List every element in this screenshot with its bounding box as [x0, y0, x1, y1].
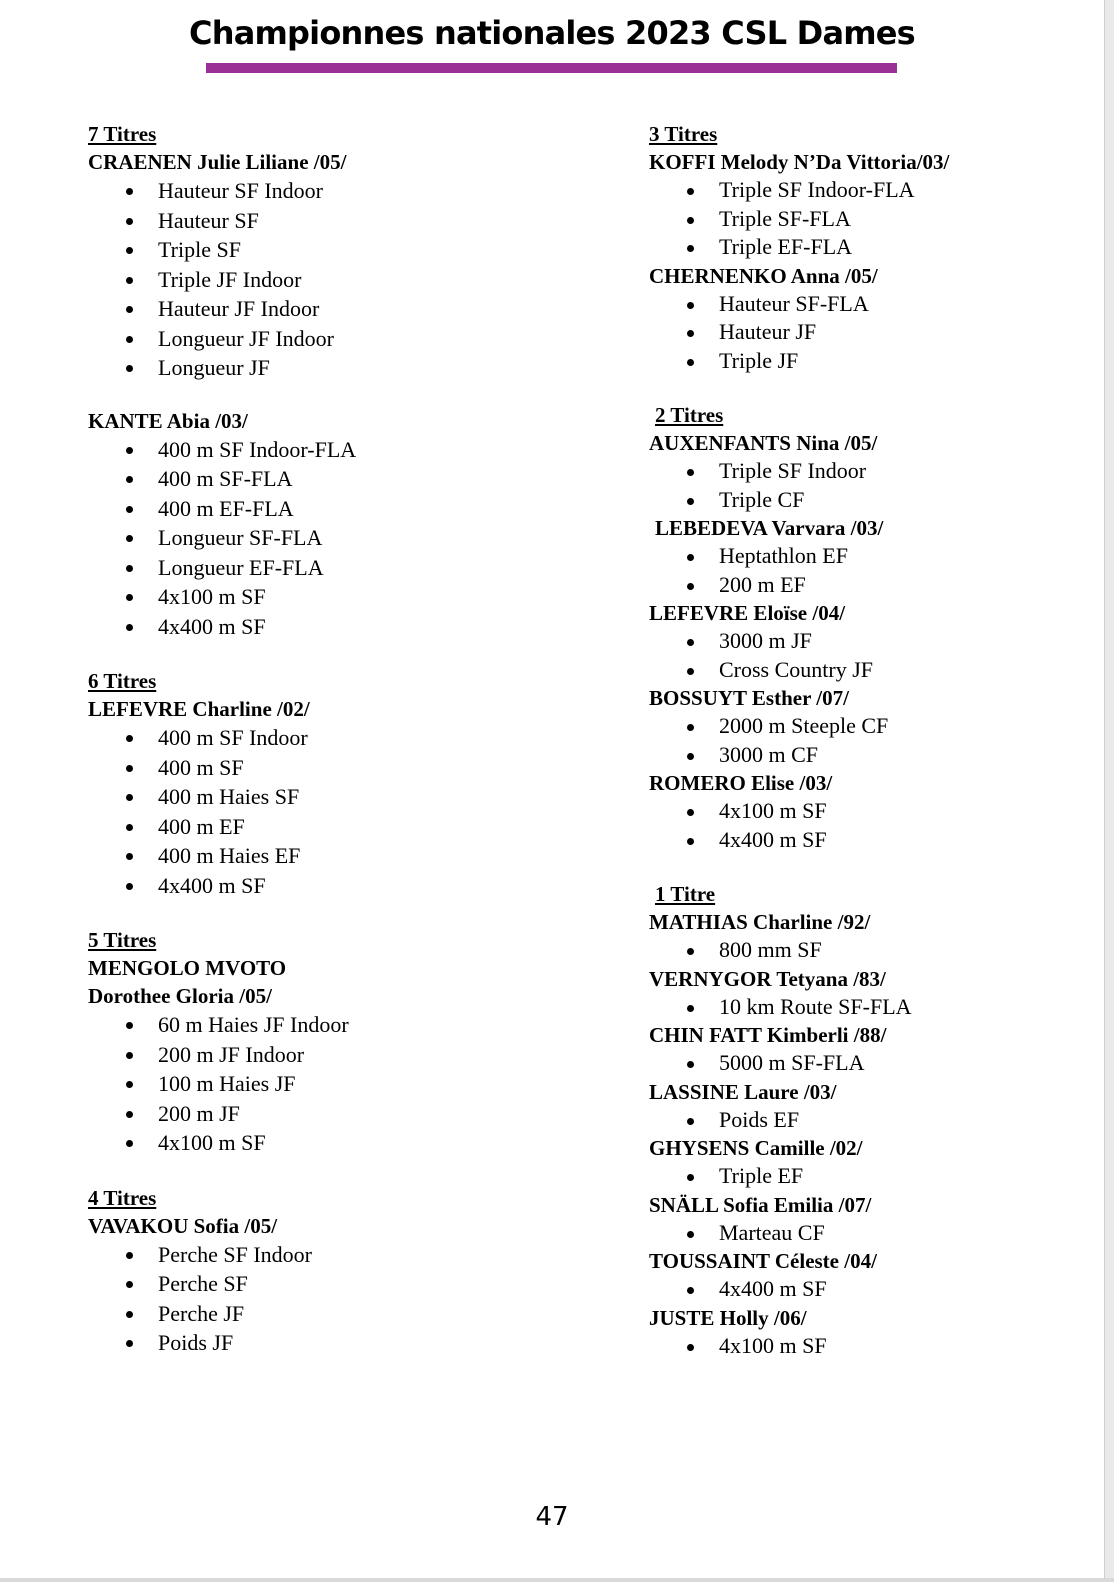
event-list — [649, 1332, 1114, 1361]
event-item: Hauteur SF-FLA — [649, 290, 1114, 319]
group-5-titres — [88, 926, 558, 1158]
event-list — [88, 1010, 558, 1158]
event-item: 400 m SF — [88, 753, 558, 783]
athlete-name: LEFEVRE Eloïse /04/ — [649, 601, 846, 625]
section-heading: 1 Titre — [655, 882, 716, 906]
event-item: Triple JF Indoor — [88, 265, 558, 295]
event-item: 4x400 m SF — [88, 871, 558, 901]
athlete-name: VERNYGOR Tetyana /83/ — [649, 966, 886, 991]
athlete-name: VAVAKOU Sofia /05/ — [88, 1213, 278, 1238]
event-item: 5000 m SF-FLA — [649, 1049, 1114, 1078]
event-item: Triple SF Indoor — [649, 457, 1114, 486]
event-item: 200 m JF — [88, 1099, 558, 1129]
event-item: 400 m EF — [88, 812, 558, 842]
event-item: Marteau CF — [649, 1219, 1114, 1248]
athlete-name: CRAENEN Julie Liliane /05/ — [88, 150, 347, 174]
title-underline — [206, 63, 897, 73]
event-item: Longueur SF-FLA — [88, 523, 558, 553]
athlete-name: GHYSENS Camille /02/ — [649, 1136, 863, 1160]
event-item: Hauteur SF — [88, 206, 558, 236]
event-list — [88, 176, 558, 383]
group-6-titres — [88, 667, 558, 900]
event-list — [649, 176, 1114, 262]
event-item: Triple JF — [649, 347, 1114, 376]
athlete-name: KOFFI Melody N’Da Vittoria/03/ — [649, 150, 950, 174]
event-item: 400 m SF-FLA — [88, 464, 558, 494]
athlete-name: CHIN FATT Kimberli /88/ — [649, 1023, 887, 1047]
event-item: Perche JF — [88, 1299, 558, 1329]
event-list — [88, 435, 558, 642]
athlete-name: CHERNENKO Anna /05/ — [649, 263, 878, 288]
event-item: Longueur EF-FLA — [88, 553, 558, 583]
event-item: Cross Country JF — [649, 656, 1114, 685]
event-item: Hauteur JF Indoor — [88, 294, 558, 324]
event-item: 400 m SF Indoor — [88, 723, 558, 753]
event-item: 4x100 m SF — [88, 582, 558, 612]
event-item: Triple EF-FLA — [649, 233, 1114, 262]
event-item: Longueur JF Indoor — [88, 324, 558, 354]
event-item: Triple CF — [649, 486, 1114, 515]
event-list — [649, 993, 1114, 1022]
event-item: 200 m JF Indoor — [88, 1040, 558, 1070]
event-item: 800 mm SF — [649, 936, 1114, 965]
event-item: 3000 m CF — [649, 741, 1114, 770]
event-item: 10 km Route SF-FLA — [649, 993, 1114, 1022]
section-heading: 7 Titres — [88, 122, 157, 146]
event-item: 2000 m Steeple CF — [649, 712, 1114, 741]
event-item: Hauteur JF — [649, 318, 1114, 347]
left-column — [88, 120, 558, 1384]
event-item: Triple SF — [88, 235, 558, 265]
event-item: Heptathlon EF — [649, 542, 1114, 571]
athlete-name: AUXENFANTS Nina /05/ — [649, 431, 878, 455]
section-heading: 2 Titres — [655, 403, 724, 427]
event-list — [649, 457, 1114, 514]
event-list — [649, 1106, 1114, 1135]
athlete-name: ROMERO Elise /03/ — [649, 771, 833, 795]
event-list — [649, 1049, 1114, 1078]
event-item: 4x400 m SF — [649, 1275, 1114, 1304]
event-item: Perche SF Indoor — [88, 1240, 558, 1270]
group-4-titres — [88, 1184, 558, 1358]
event-list — [88, 723, 558, 900]
group-7-titres — [88, 120, 558, 641]
event-item: 4x100 m SF — [88, 1128, 558, 1158]
event-list — [649, 542, 1114, 599]
page-edge-bottom — [0, 1578, 1114, 1582]
event-list — [649, 1162, 1114, 1191]
event-item: Poids JF — [88, 1328, 558, 1358]
athlete-name: JUSTE Holly /06/ — [649, 1305, 807, 1330]
event-item: 400 m Haies EF — [88, 841, 558, 871]
event-item: Longueur JF — [88, 353, 558, 383]
right-column — [649, 120, 1114, 1386]
page-title: Championnes nationales 2023 CSL Dames — [189, 14, 915, 52]
section-heading: 5 Titres — [88, 928, 157, 952]
athlete-name: MENGOLO MVOTO — [88, 956, 287, 980]
event-item: Perche SF — [88, 1269, 558, 1299]
event-item: Triple SF-FLA — [649, 205, 1114, 234]
athlete-name-continued: Dorothee Gloria /05/ — [88, 984, 272, 1008]
event-item: Poids EF — [649, 1106, 1114, 1135]
page-number: 47 — [535, 1502, 569, 1532]
event-item: 4x400 m SF — [88, 612, 558, 642]
event-item: 3000 m JF — [649, 627, 1114, 656]
event-list — [649, 936, 1114, 965]
group-3-titres — [649, 120, 1114, 375]
event-item: Triple EF — [649, 1162, 1114, 1191]
group-1-titre — [649, 880, 1114, 1360]
section-heading: 6 Titres — [88, 669, 157, 693]
event-item: 4x100 m SF — [649, 1332, 1114, 1361]
event-item: 400 m Haies SF — [88, 782, 558, 812]
event-item: 100 m Haies JF — [88, 1069, 558, 1099]
athlete-name: BOSSUYT Esther /07/ — [649, 686, 849, 710]
event-item: 60 m Haies JF Indoor — [88, 1010, 558, 1040]
event-item: 400 m SF Indoor-FLA — [88, 435, 558, 465]
event-list — [649, 1219, 1114, 1248]
athlete-name: MATHIAS Charline /92/ — [649, 910, 871, 934]
section-heading: 4 Titres — [88, 1185, 157, 1210]
event-item: 4x100 m SF — [649, 797, 1114, 826]
event-list — [649, 712, 1114, 769]
athlete-name: TOUSSAINT Céleste /04/ — [649, 1249, 877, 1273]
event-list — [649, 797, 1114, 854]
event-item: 400 m EF-FLA — [88, 494, 558, 524]
athlete-name: KANTE Abia /03/ — [88, 408, 248, 433]
event-list — [649, 290, 1114, 376]
event-list — [649, 627, 1114, 684]
athlete-name: SNÄLL Sofia Emilia /07/ — [649, 1192, 872, 1217]
section-heading: 3 Titres — [649, 122, 718, 146]
group-2-titres — [649, 401, 1114, 854]
event-list — [88, 1240, 558, 1358]
event-item: Hauteur SF Indoor — [88, 176, 558, 206]
athlete-name: LEFEVRE Charline /02/ — [88, 697, 310, 721]
athlete-name: LASSINE Laure /03/ — [649, 1079, 837, 1104]
event-list — [649, 1275, 1114, 1304]
event-item: Triple SF Indoor-FLA — [649, 176, 1114, 205]
athlete-name: LEBEDEVA Varvara /03/ — [655, 516, 884, 540]
event-item: 4x400 m SF — [649, 826, 1114, 855]
event-item: 200 m EF — [649, 571, 1114, 600]
